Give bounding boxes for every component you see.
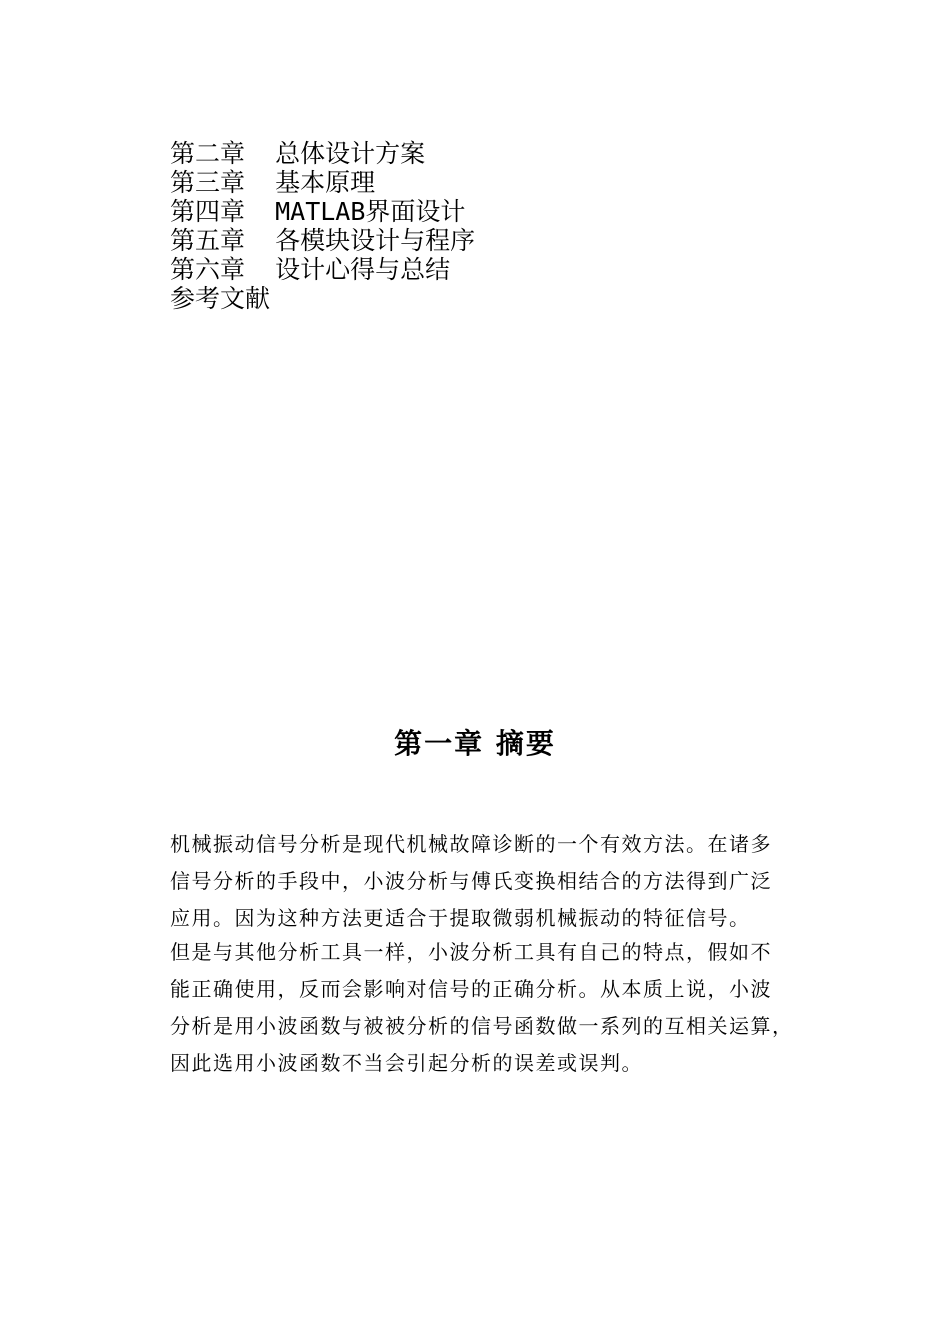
- toc-item-chapter-5: 第五章 各模块设计与程序: [170, 226, 476, 255]
- abstract-line: 信号分析的手段中，小波分析与傅氏变换相结合的方法得到广泛: [170, 869, 772, 893]
- toc-item-references: 参考文献: [170, 284, 271, 313]
- table-of-contents: [170, 139, 790, 313]
- abstract-line: 因此选用小波函数不当会引起分析的误差或误判。: [170, 1051, 643, 1075]
- chapter-title: 第一章 摘要: [394, 727, 556, 760]
- abstract-paragraph: [170, 826, 800, 1082]
- toc-item-chapter-3: 第三章 基本原理: [170, 168, 376, 197]
- toc-item-chapter-4: 第四章 MATLAB界面设计: [170, 197, 466, 226]
- abstract-line: 应用。因为这种方法更适合于提取微弱机械振动的特征信号。: [170, 906, 751, 930]
- toc-item-chapter-2: 第二章 总体设计方案: [170, 139, 426, 168]
- abstract-line: 能正确使用，反而会影响对信号的正确分析。从本质上说，小波: [170, 977, 772, 1001]
- abstract-line: 机械振动信号分析是现代机械故障诊断的一个有效方法。在诸多: [170, 832, 772, 856]
- abstract-line: 分析是用小波函数与被被分析的信号函数做一系列的互相关运算，: [170, 1014, 794, 1038]
- abstract-line: 但是与其他分析工具一样，小波分析工具有自己的特点，假如不: [170, 940, 772, 964]
- toc-item-chapter-6: 第六章 设计心得与总结: [170, 255, 451, 284]
